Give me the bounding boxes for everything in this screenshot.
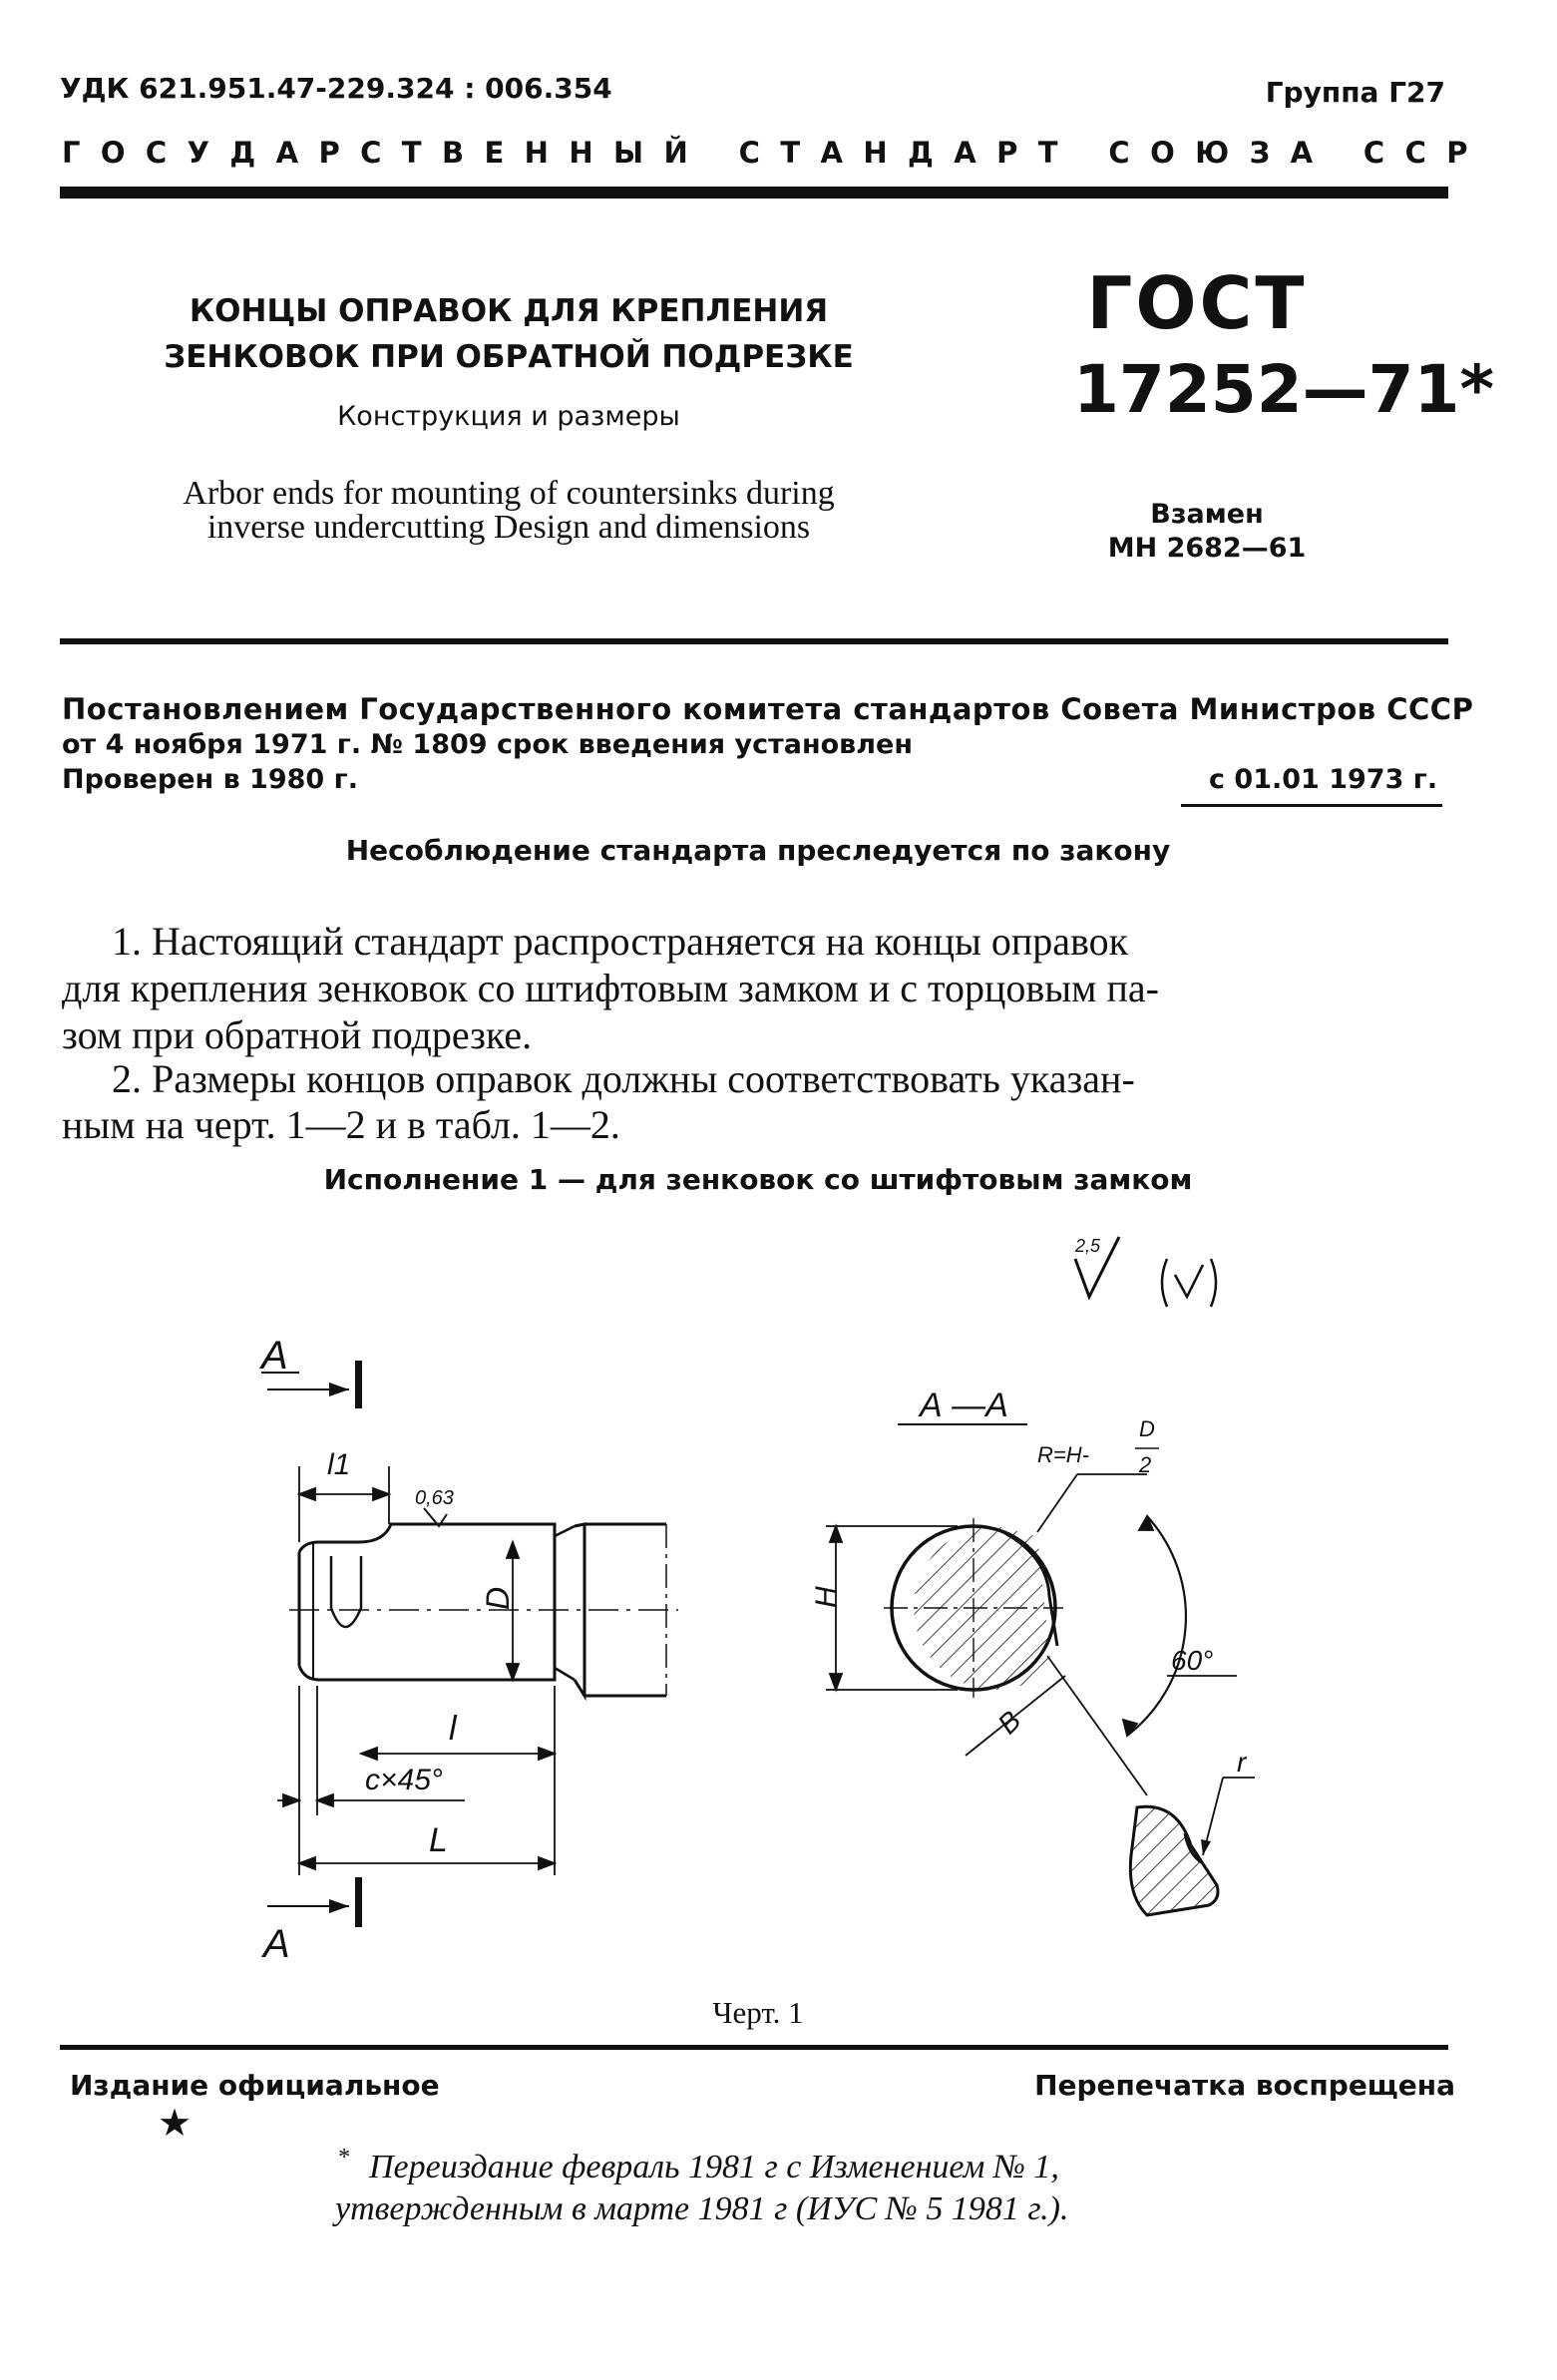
dim-L-label: L — [429, 1821, 448, 1859]
reprint-note-line-1: Переиздание февраль 1981 г с Изменением № 1, — [369, 2149, 1059, 2185]
clause-2-line-1: 2. Размеры концов оправок должны соответствовать указан- — [112, 1056, 1135, 1101]
clause-2-line-2: ным на черт. 1—2 и в табл. 1—2. — [62, 1102, 620, 1147]
reprint-note-mark: * — [337, 2145, 349, 2171]
udk-code: УДК 621.951.47-229.324 : 006.354 — [60, 72, 612, 105]
radius-denominator: 2 — [1139, 1452, 1152, 1477]
title-line-2: ЗЕНКОВОК ПРИ ОБРАТНОЙ ПОДРЕЗКЕ — [164, 339, 854, 375]
effective-date: с 01.01 1973 г. — [1209, 764, 1438, 795]
clause-1-line-2: для крепления зенковок со штифтовым замком и с торцовым па- — [62, 966, 1159, 1010]
reprint-note-line-2: утвержденным в марте 1981 г (ИУС № 5 1981 г.). — [335, 2190, 1069, 2227]
dim-l1-label: l1 — [327, 1448, 351, 1481]
section-marker-bottom — [261, 1877, 362, 1966]
official-edition: Издание официальное — [70, 2069, 440, 2102]
replaces-label: Взамен — [1150, 499, 1264, 530]
roughness-symbol — [1074, 1236, 1216, 1307]
footer-rule — [60, 2045, 1448, 2050]
figure-caption: Черт. 1 — [712, 1995, 804, 2030]
state-standard-banner: ГОСУДАРСТВЕННЫЙ СТАНДАРТ СОЮЗА ССР — [62, 136, 1488, 170]
detail-fillet — [1130, 1778, 1255, 1915]
decree-line-3: Проверен в 1980 г. — [62, 764, 358, 795]
section-label-top: А — [261, 1334, 288, 1378]
title-english-2: inverse undercutting Design and dimensions — [206, 509, 811, 546]
reprint-forbidden: Перепечатка воспрещена — [1034, 2069, 1455, 2102]
gost-label: ГОСТ — [1086, 261, 1308, 345]
execution-caption: Исполнение 1 — для зенковок со штифтовым замком — [323, 1163, 1193, 1196]
radius-formula: R=H- — [1037, 1442, 1089, 1467]
clause-1-line-1: 1. Настоящий стандарт распространяется на концы оправок — [112, 919, 1129, 964]
section-label-bottom: А — [263, 1922, 290, 1966]
dim-chamfer-label: c×45° — [365, 1764, 443, 1796]
group-code: Группа Г27 — [1265, 76, 1445, 109]
roughness-value: 2,5 — [1075, 1236, 1101, 1256]
title-english-1: Arbor ends for mounting of countersinks during — [183, 475, 835, 512]
star-mark: ★ — [158, 2101, 193, 2145]
angle-label: 60° — [1171, 1645, 1214, 1676]
law-warning: Несоблюдение стандарта преследуется по закону — [345, 834, 1171, 867]
dim-l-label: l — [449, 1710, 457, 1748]
radius-numerator: D — [1139, 1416, 1155, 1441]
gost-number: 17252—71* — [1073, 351, 1494, 428]
clause-1-line-3: зом при обратной подрезке. — [62, 1012, 533, 1057]
side-view-dimensions — [277, 1466, 555, 1875]
dim-D-label: D — [480, 1586, 516, 1610]
replaces-value: МН 2682—61 — [1107, 533, 1307, 564]
title-subtitle: Конструкция и размеры — [337, 401, 680, 432]
section-circle — [884, 1518, 1063, 1698]
section-marker-top — [259, 1334, 362, 1408]
dim-H-label: H — [810, 1586, 843, 1608]
section-title: А —А — [920, 1387, 1008, 1424]
dim-B-label: B — [991, 1705, 1027, 1741]
decree-line-2: от 4 ноября 1971 г. № 1809 срок введения установлен — [62, 729, 914, 760]
decree-line-1: Постановлением Государственного комитета стандартов Совета Министров СССР — [62, 692, 1474, 726]
title-line-1: КОНЦЫ ОПРАВОК ДЛЯ КРЕПЛЕНИЯ — [189, 293, 829, 329]
surface-roughness-label: 0,63 — [415, 1487, 454, 1509]
dim-r-label: r — [1237, 1747, 1247, 1778]
